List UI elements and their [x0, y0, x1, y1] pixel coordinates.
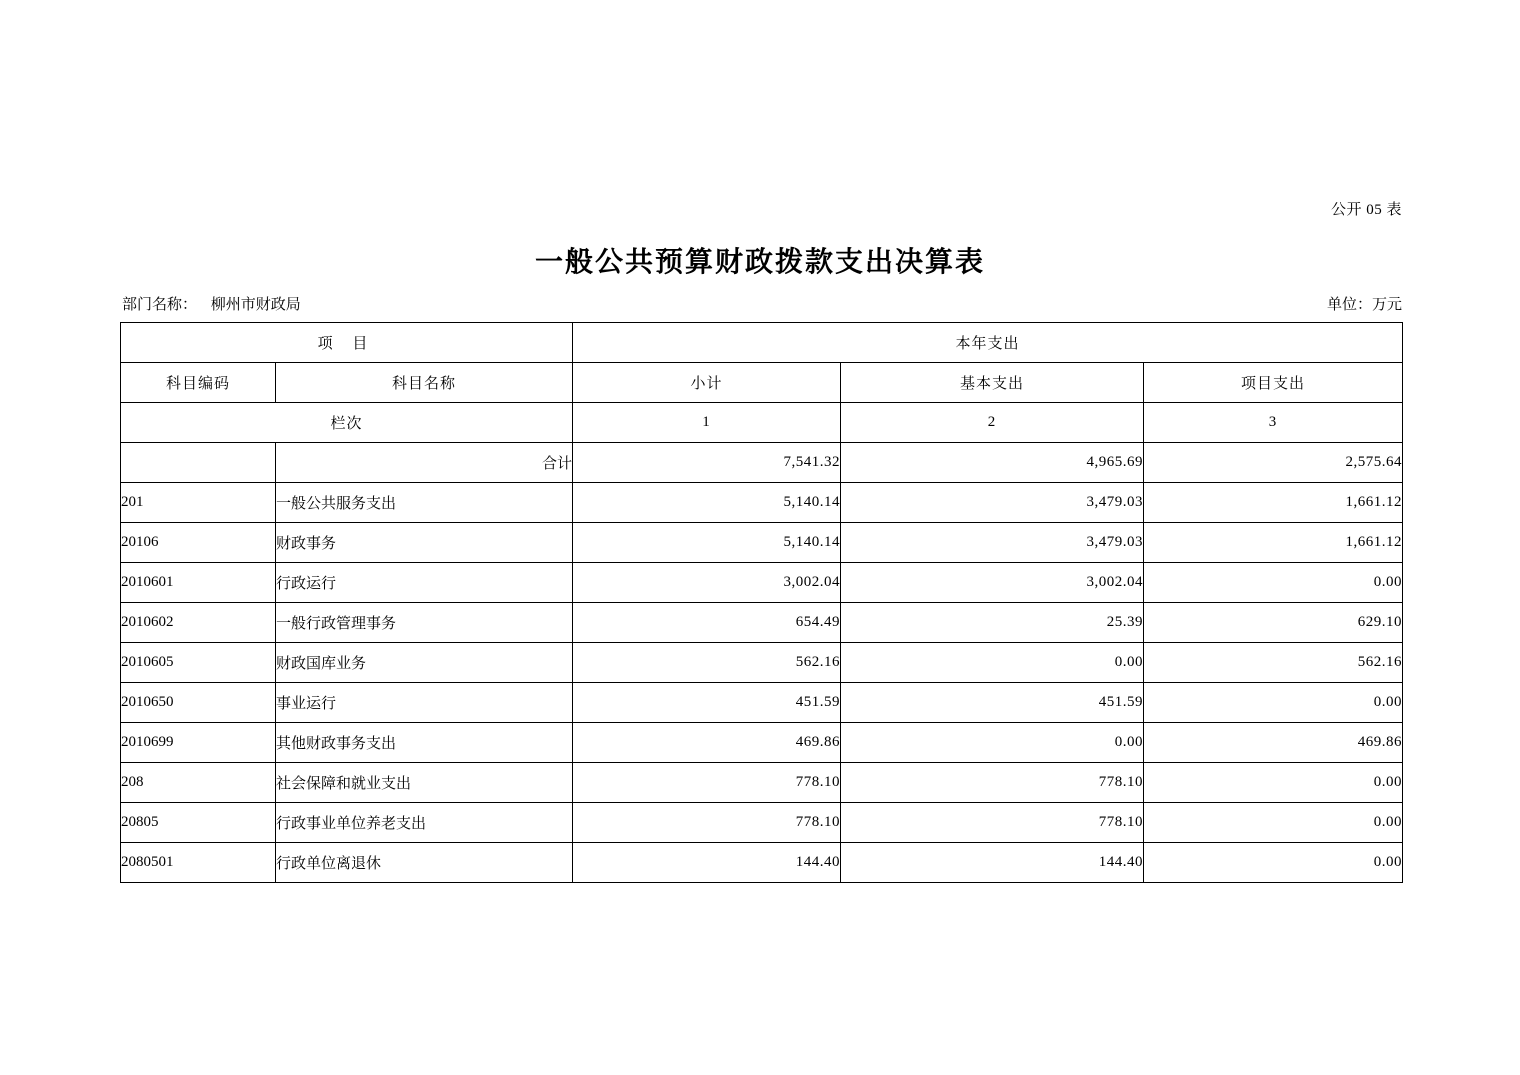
cell-project-expense: 562.16 — [1144, 643, 1403, 683]
cell-subject-name: 财政国库业务 — [276, 643, 573, 683]
header-col-project: 项目支出 — [1144, 363, 1403, 403]
cell-project-expense: 0.00 — [1144, 563, 1403, 603]
cell-subtotal: 562.16 — [573, 643, 841, 683]
header-col-basic: 基本支出 — [841, 363, 1144, 403]
cell-subtotal: 144.40 — [573, 843, 841, 883]
header-col-subtotal: 小计 — [573, 363, 841, 403]
cell-subject-code — [121, 443, 276, 483]
header-index-3: 3 — [1144, 403, 1403, 443]
cell-subject-name: 财政事务 — [276, 523, 573, 563]
cell-basic-expense: 0.00 — [841, 723, 1144, 763]
cell-basic-expense: 778.10 — [841, 763, 1144, 803]
unit-note: 单位：万元 — [1326, 297, 1402, 313]
form-code-label: 公开 05 表 — [1330, 202, 1402, 218]
table-row — [121, 723, 1403, 763]
table-header-group-row — [121, 323, 1403, 363]
cell-subject-name: 行政单位离退休 — [276, 843, 573, 883]
cell-project-expense: 1,661.12 — [1144, 483, 1403, 523]
header-col-name: 科目名称 — [276, 363, 573, 403]
cell-subtotal: 5,140.14 — [573, 523, 841, 563]
cell-subject-code: 2010650 — [121, 683, 276, 723]
cell-project-expense: 629.10 — [1144, 603, 1403, 643]
cell-project-expense: 0.00 — [1144, 803, 1403, 843]
header-index-2: 2 — [841, 403, 1144, 443]
cell-subject-name: 行政运行 — [276, 563, 573, 603]
cell-basic-expense: 451.59 — [841, 683, 1144, 723]
cell-subject-code: 20805 — [121, 803, 276, 843]
department-name: 柳州市财政局 — [210, 297, 301, 313]
cell-basic-expense: 4,965.69 — [841, 443, 1144, 483]
cell-basic-expense: 778.10 — [841, 803, 1144, 843]
table-row — [121, 603, 1403, 643]
header-col-code: 科目编码 — [121, 363, 276, 403]
cell-project-expense: 0.00 — [1144, 683, 1403, 723]
cell-subtotal: 7,541.32 — [573, 443, 841, 483]
table-row — [121, 803, 1403, 843]
cell-subject-code: 2010601 — [121, 563, 276, 603]
document-meta — [122, 293, 1402, 315]
cell-project-expense: 0.00 — [1144, 763, 1403, 803]
cell-subtotal: 5,140.14 — [573, 483, 841, 523]
header-index-1: 1 — [573, 403, 841, 443]
budget-table — [120, 322, 1403, 883]
cell-subject-name: 一般行政管理事务 — [276, 603, 573, 643]
cell-subtotal: 3,002.04 — [573, 563, 841, 603]
cell-subject-name: 行政事业单位养老支出 — [276, 803, 573, 843]
cell-subject-name: 合计 — [276, 443, 573, 483]
cell-project-expense: 0.00 — [1144, 843, 1403, 883]
cell-project-expense: 1,661.12 — [1144, 523, 1403, 563]
cell-subtotal: 451.59 — [573, 683, 841, 723]
table-row — [121, 483, 1403, 523]
cell-subtotal: 778.10 — [573, 763, 841, 803]
cell-subject-code: 20106 — [121, 523, 276, 563]
page-title: 一般公共预算财政拨款支出决算表 — [534, 247, 985, 278]
cell-project-expense: 469.86 — [1144, 723, 1403, 763]
cell-basic-expense: 25.39 — [841, 603, 1144, 643]
table-header-columns-row — [121, 363, 1403, 403]
cell-subtotal: 778.10 — [573, 803, 841, 843]
table-row — [121, 443, 1403, 483]
cell-subject-code: 201 — [121, 483, 276, 523]
cell-subject-name: 社会保障和就业支出 — [276, 763, 573, 803]
cell-basic-expense: 3,479.03 — [841, 483, 1144, 523]
cell-subtotal: 469.86 — [573, 723, 841, 763]
cell-subject-name: 其他财政事务支出 — [276, 723, 573, 763]
table-header-index-row — [121, 403, 1403, 443]
cell-subject-code: 2080501 — [121, 843, 276, 883]
cell-subtotal: 654.49 — [573, 603, 841, 643]
table-row — [121, 843, 1403, 883]
cell-basic-expense: 144.40 — [841, 843, 1144, 883]
table-row — [121, 563, 1403, 603]
cell-subject-name: 一般公共服务支出 — [276, 483, 573, 523]
header-group-item: 项 目 — [121, 323, 573, 363]
header-group-year-expense: 本年支出 — [573, 323, 1403, 363]
table-row — [121, 763, 1403, 803]
table-row — [121, 523, 1403, 563]
cell-subject-code: 208 — [121, 763, 276, 803]
department-label: 部门名称： — [122, 297, 198, 313]
cell-basic-expense: 0.00 — [841, 643, 1144, 683]
cell-subject-code: 2010605 — [121, 643, 276, 683]
cell-basic-expense: 3,002.04 — [841, 563, 1144, 603]
cell-subject-code: 2010699 — [121, 723, 276, 763]
department-info — [122, 293, 301, 314]
header-column-index-label: 栏次 — [121, 403, 573, 443]
table-row — [121, 683, 1403, 723]
cell-subject-name: 事业运行 — [276, 683, 573, 723]
cell-basic-expense: 3,479.03 — [841, 523, 1144, 563]
cell-project-expense: 2,575.64 — [1144, 443, 1403, 483]
cell-subject-code: 2010602 — [121, 603, 276, 643]
table-row — [121, 643, 1403, 683]
